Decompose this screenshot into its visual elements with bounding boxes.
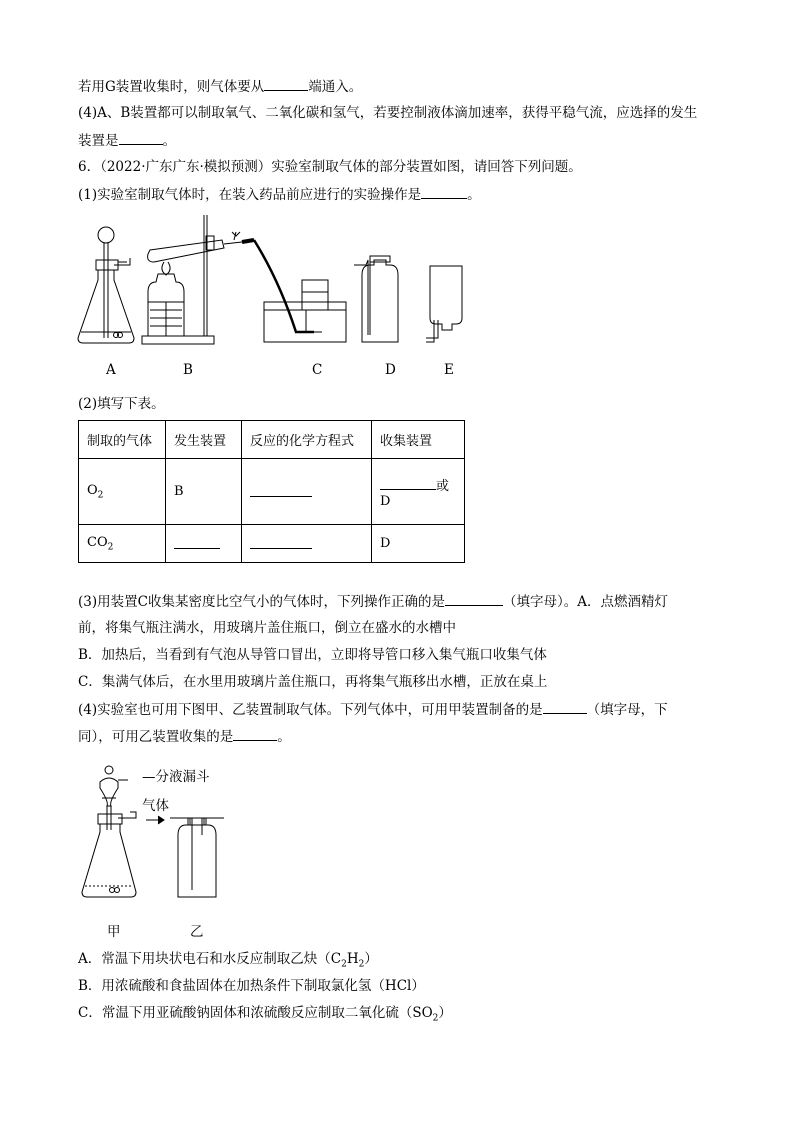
table-cell-gas: $CO_2$ (79, 525, 166, 563)
table-cell-device (166, 525, 242, 563)
table-cell-gas: $O_2$ (79, 459, 166, 525)
table-row (79, 459, 465, 525)
table-cell-collect: D (372, 525, 465, 563)
text-line-3: 装置是 。 (78, 130, 176, 151)
table-header-cell: 收集装置 (372, 421, 465, 459)
table-header-cell: 发生装置 (166, 421, 242, 459)
text-line-2: (4)A、B装置都可以制取氧气、二氧化碳和氢气，若要控制液体滴加速率，获得平稳气流，应选择的发生 (78, 105, 698, 121)
apparatus-jia (82, 766, 136, 897)
table-cell-device: B (166, 459, 242, 525)
question-6-header: 6．（2022·广东广东·模拟预测）实验室制取气体的部分装置如图，请回答下列问题。 (78, 159, 582, 175)
option-b-line: B．加热后，当看到有气泡从导管口冒出，立即将导管口移入集气瓶口收集气体 (78, 647, 547, 663)
apparatus-yi (170, 818, 224, 897)
blank[interactable] (445, 591, 503, 606)
label-yi: 乙 (190, 924, 204, 940)
apparatus-c (254, 240, 346, 342)
label-a: A (106, 362, 116, 378)
option-b: B．用浓硫酸和食盐固体在加热条件下制取氯化氢（HCl） (78, 978, 425, 994)
table-cell-equation (242, 459, 372, 525)
apparatus-b (142, 215, 254, 344)
table-cell-collect: 或 D (372, 459, 465, 525)
blank[interactable] (543, 699, 587, 714)
table-row (79, 525, 465, 563)
apparatus-e (426, 266, 462, 342)
label-e: E (444, 362, 454, 378)
text-line-8: 前，将集气瓶注满水，用玻璃片盖住瓶口，倒立在盛水的水槽中 (78, 620, 456, 636)
apparatus-figure-abcde (74, 210, 474, 355)
blank[interactable] (264, 76, 308, 91)
gas-preparation-table (78, 420, 465, 563)
text-line-1: 若用G装置收集时，则气体要从 端通入。 (78, 76, 362, 97)
option-c-line: C．集满气体后，在水里用玻璃片盖住瓶口，再将集气瓶移出水槽，正放在桌上 (78, 674, 548, 690)
blank[interactable] (250, 482, 312, 497)
blank[interactable] (174, 534, 220, 549)
question-6-part-4: (4)实验室也可用下图甲、乙装置制取气体。下列气体中，可用甲装置制备的是 （填字母，下 (78, 699, 668, 720)
question-6-part-1: (1)实验室制取气体时，在装入药品前应进行的实验操作是 。 (78, 184, 481, 205)
gas-label: 气体 (142, 798, 169, 814)
apparatus-a (78, 227, 134, 343)
label-jia: 甲 (107, 924, 121, 940)
table-header-row (79, 421, 465, 459)
apparatus-d (354, 256, 398, 342)
table-cell-equation (242, 525, 372, 563)
option-a: A．常温下用块状电石和水反应制取乙炔$(C_2H_2)$ (78, 951, 378, 970)
table-header-cell: 反应的化学方程式 (242, 421, 372, 459)
question-6-part-2: (2)填写下表。 (78, 396, 165, 412)
gas-arrow (146, 816, 164, 824)
question-6-part-3: (3)用装置C收集某密度比空气小的气体时，下列操作正确的是 （填字母）。A．点燃酒精灯 (78, 591, 668, 612)
blank[interactable] (250, 534, 312, 549)
blank[interactable] (233, 726, 277, 741)
blank[interactable] (421, 184, 467, 199)
text-line-12: 同），可用乙装置收集的是 。 (78, 726, 291, 747)
funnel-label: —分液漏斗 (142, 769, 210, 785)
blank[interactable] (380, 475, 436, 490)
label-b: B (183, 362, 193, 378)
label-d: D (385, 362, 396, 378)
label-c: C (312, 362, 323, 378)
option-c: C．常温下用亚硫酸钠固体和浓硫酸反应制取二氧化硫$(SO_2)$ (78, 1005, 452, 1024)
blank[interactable] (119, 130, 163, 145)
table-header-cell: 制取的气体 (79, 421, 166, 459)
